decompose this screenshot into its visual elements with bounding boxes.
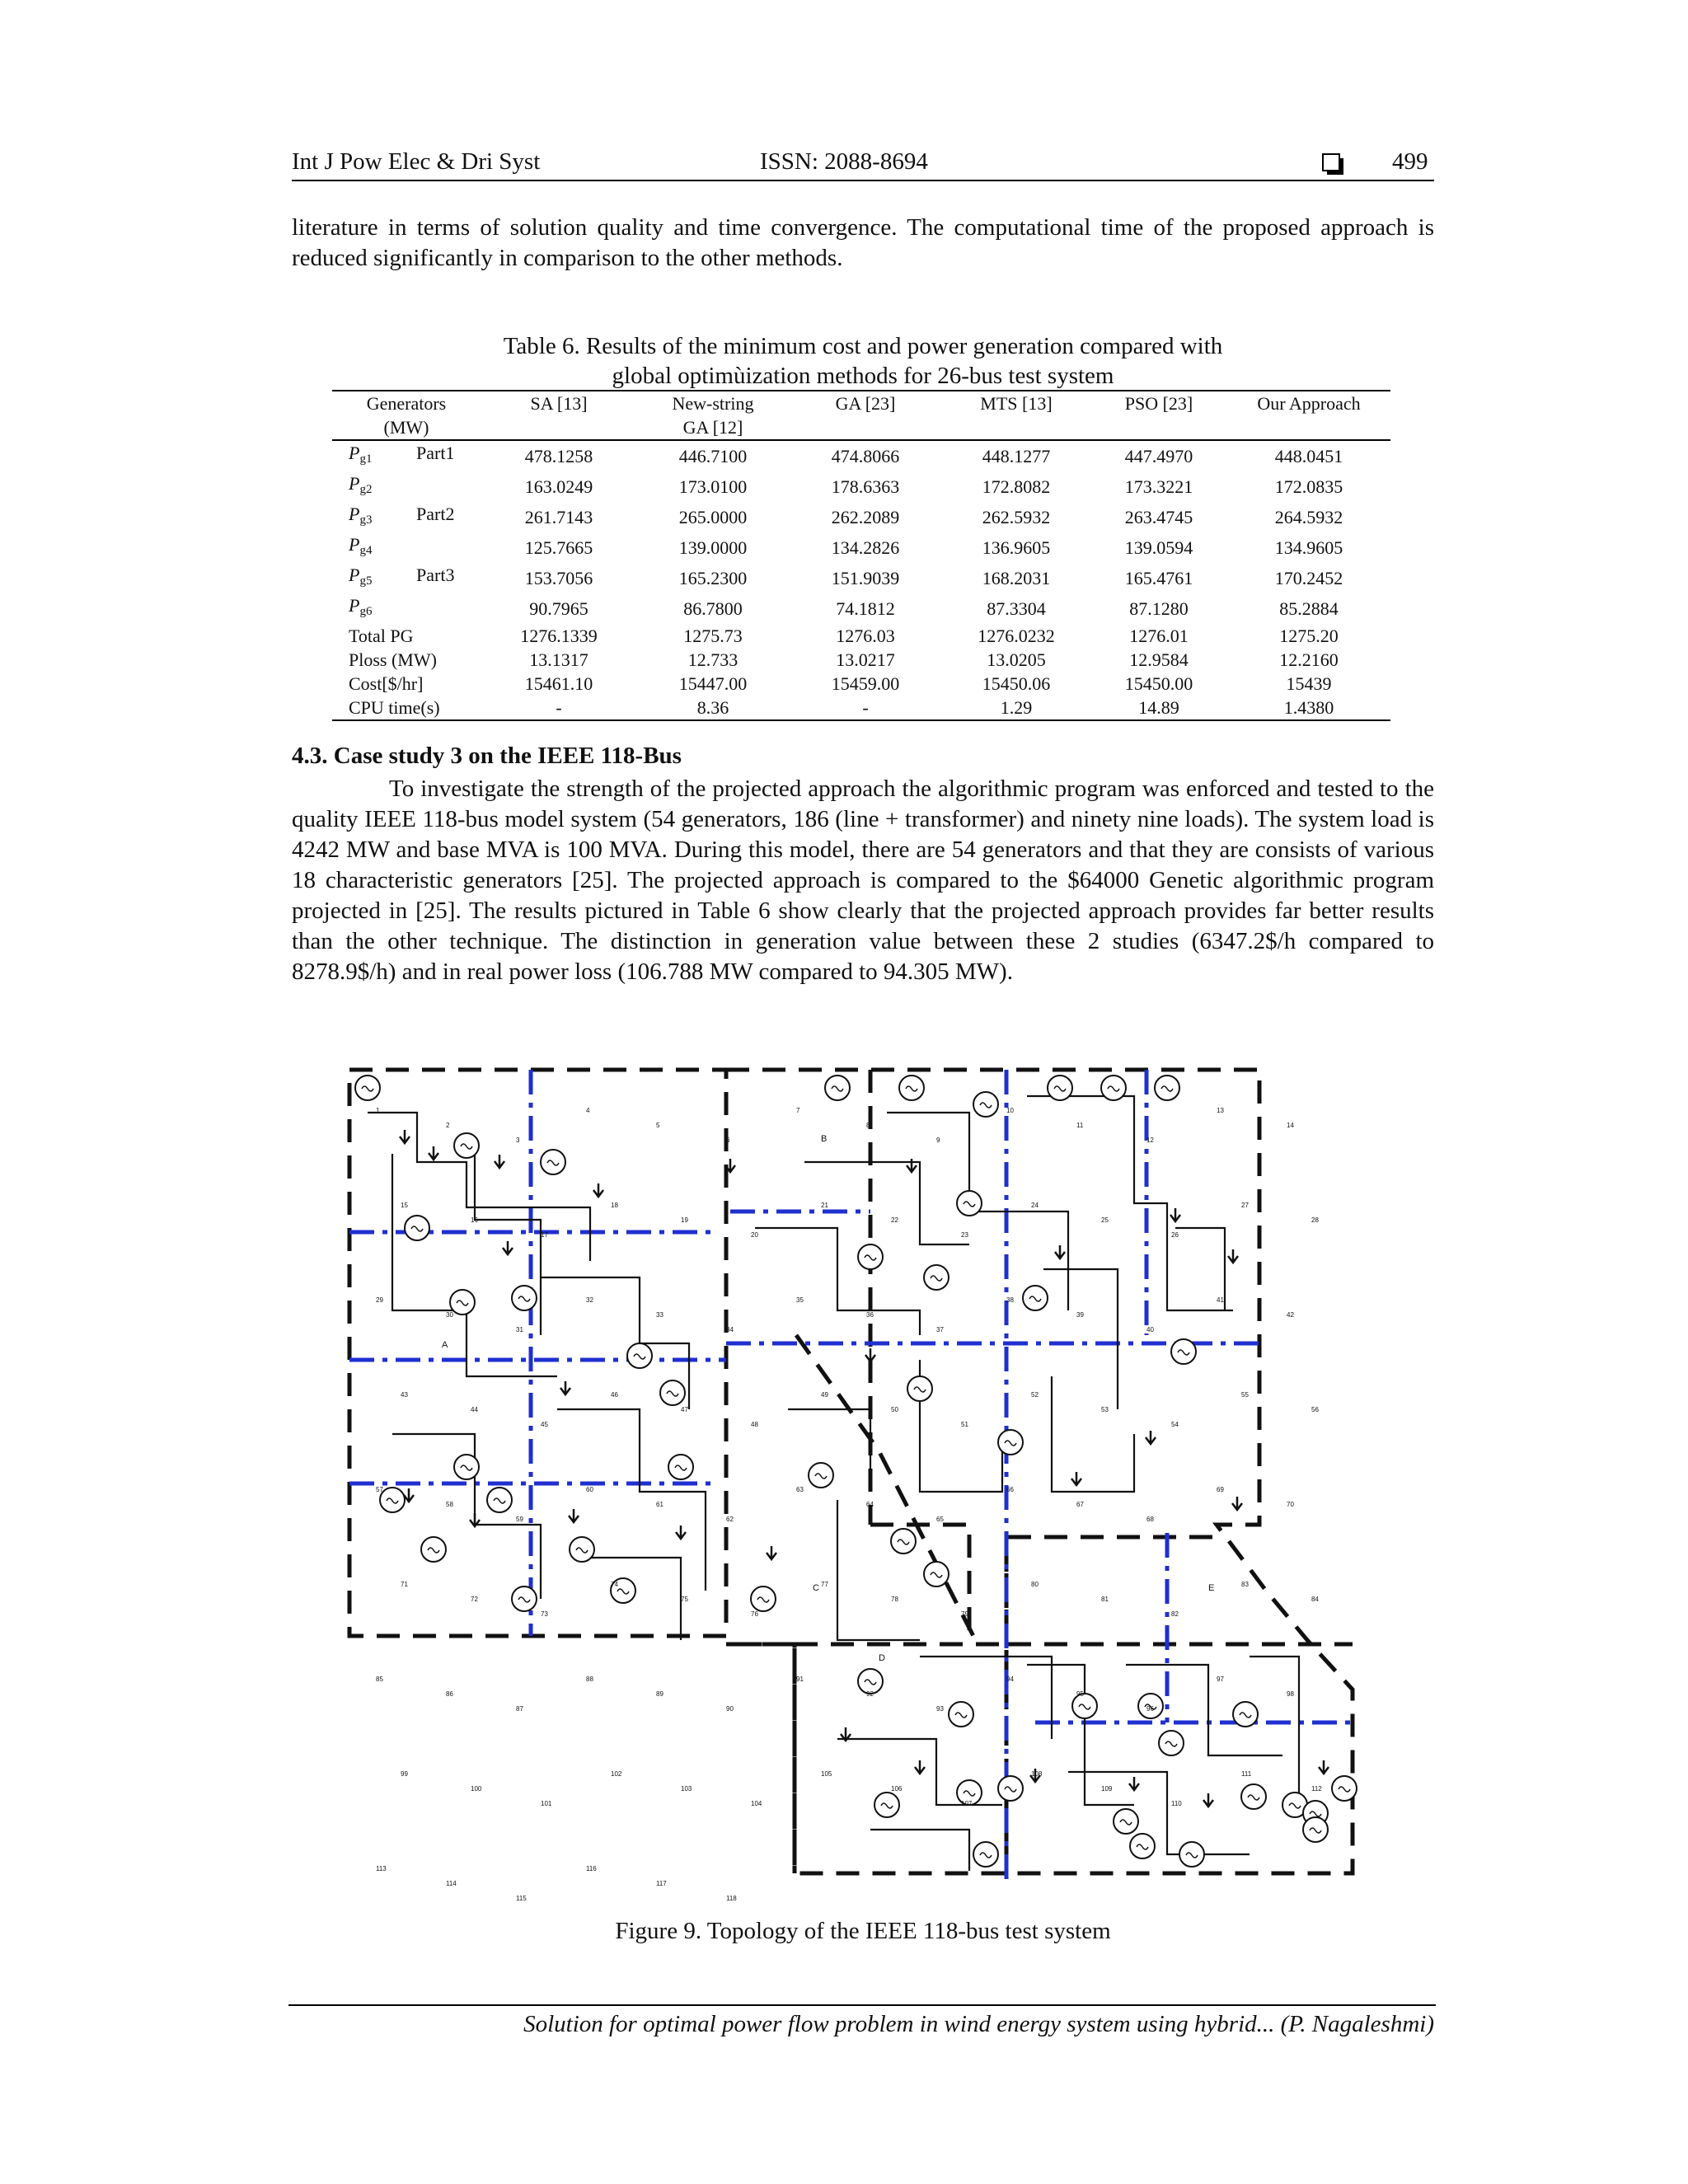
bus-label: 80: [1031, 1581, 1039, 1588]
table-row: [332, 563, 1390, 593]
bus-label: 111: [1241, 1770, 1252, 1778]
zone-label: D: [879, 1653, 885, 1663]
table-cell: 172.0835: [1274, 476, 1343, 497]
bus-label: 17: [541, 1231, 548, 1239]
bus-label: 15: [401, 1202, 408, 1209]
bus-label: 101: [541, 1800, 552, 1807]
table-header-cell: MTS [13]: [942, 391, 1090, 415]
table-cell: 15447.00: [678, 673, 748, 694]
bus-label: 95: [1076, 1690, 1084, 1698]
bus-label: 102: [611, 1770, 622, 1778]
table-row: [332, 502, 1390, 532]
load-arrow-icon: [1146, 1431, 1156, 1444]
bus-label: 94: [1006, 1675, 1014, 1683]
zone-label: B: [821, 1134, 828, 1144]
bus-label: 27: [1241, 1202, 1249, 1209]
transmission-line: [1027, 1096, 1233, 1310]
load-arrow-icon: [1228, 1249, 1238, 1263]
bus-label: 29: [376, 1296, 383, 1304]
table-cell: 8.36: [637, 696, 789, 720]
bus-label: 115: [516, 1895, 527, 1902]
results-table: [332, 390, 1390, 721]
bus-label: 83: [1241, 1581, 1249, 1588]
table-cell: 15450.06: [982, 673, 1051, 694]
table-cell: 87.1280: [1129, 598, 1189, 619]
table-cell: 165.2300: [678, 568, 748, 588]
bus-label: 84: [1311, 1596, 1319, 1603]
bus-label: 88: [586, 1675, 593, 1683]
load-arrow-icon: [593, 1183, 603, 1197]
table-cell: 13.0205: [987, 649, 1046, 670]
table-cell: 136.9605: [982, 537, 1051, 558]
transmission-line: [1052, 1376, 1134, 1492]
row-label-subscript: g6: [359, 605, 373, 618]
table-header-cell: GA [12]: [637, 415, 789, 440]
table-row: [332, 696, 1390, 720]
transmission-line: [1043, 1269, 1118, 1409]
table-cell: 12.733: [687, 649, 738, 670]
table-row: [332, 672, 1390, 696]
transmission-line: [368, 1113, 590, 1261]
bus-label: 96: [1146, 1705, 1154, 1713]
table-cell: 1276.01: [1129, 626, 1189, 646]
row-label-subscript: g4: [359, 544, 373, 557]
zone-boundary: [870, 1525, 969, 1640]
bus-label: 58: [446, 1501, 453, 1508]
transmission-line: [1250, 1657, 1299, 1805]
table-cell: 15461.10: [524, 673, 593, 694]
bus-label: 16: [471, 1216, 478, 1224]
table-cell: 261.7143: [524, 507, 593, 527]
bus-label: 77: [821, 1581, 828, 1588]
bus-label: 85: [376, 1675, 383, 1683]
bus-label: 92: [866, 1690, 874, 1698]
transmission-line: [804, 1162, 969, 1244]
load-arrow-icon: [503, 1241, 513, 1254]
table-cell: 1276.1339: [520, 626, 598, 646]
running-footer: Solution for optimal power flow problem in wind energy system using hybrid... (P. Nagaleshmi): [523, 2011, 1434, 2037]
bus-label: 44: [471, 1406, 478, 1413]
bus-label: 70: [1287, 1501, 1294, 1508]
table-row: [332, 624, 1390, 648]
row-label-text: Ploss (MW): [349, 649, 437, 670]
load-arrow-icon: [1170, 1208, 1180, 1221]
bus-label: 100: [471, 1785, 482, 1793]
bus-label: 31: [516, 1326, 523, 1333]
bus-label: 98: [1287, 1690, 1294, 1698]
load-arrow-icon: [1055, 1245, 1065, 1258]
bus-label: 52: [1031, 1391, 1039, 1399]
bus-label: 10: [1006, 1107, 1014, 1114]
bus-label: 19: [681, 1216, 688, 1224]
row-label-text: P: [349, 504, 360, 524]
table-header-cell: New-string: [637, 391, 789, 415]
bus-label: 105: [821, 1770, 832, 1778]
table-cell: 14.89: [1090, 696, 1227, 720]
bus-label: 1: [376, 1107, 380, 1114]
load-arrow-icon: [1071, 1472, 1081, 1485]
table-cell: -: [481, 696, 637, 720]
table-cell: 447.4970: [1124, 446, 1193, 466]
table-header-cell: [1227, 415, 1390, 440]
row-label: [332, 672, 481, 696]
row-label-text: P: [349, 473, 360, 494]
table-header-cell: [1090, 415, 1227, 440]
transmission-line: [557, 1409, 706, 1591]
bus-label: 64: [866, 1501, 874, 1508]
load-arrow-icon: [865, 1348, 875, 1361]
bus-label: 34: [726, 1326, 734, 1333]
table6-caption-line1: Table 6. Results of the minimum cost and power generation compared with: [503, 333, 1223, 359]
row-label-text: P: [349, 443, 360, 463]
load-arrow-icon: [767, 1546, 776, 1559]
bus-label: 35: [796, 1296, 804, 1304]
table-header-cell: [789, 415, 942, 440]
table-header-cell: [942, 415, 1090, 440]
table-header-cell: Generators: [332, 391, 481, 415]
bus-label: 107: [961, 1800, 973, 1807]
bus-label: 42: [1287, 1311, 1294, 1319]
table-cell: 90.7965: [529, 598, 588, 619]
table-cell: 15459.00: [831, 673, 900, 694]
row-label-text: P: [349, 595, 360, 616]
table-cell: -: [789, 696, 942, 720]
transmission-line: [837, 1500, 920, 1640]
figure9-caption: Figure 9. Topology of the IEEE 118-bus test system: [615, 1918, 1111, 1944]
bus-label: 104: [751, 1800, 762, 1807]
bus-label: 78: [891, 1596, 898, 1603]
row-label-text: CPU time(s): [349, 697, 440, 718]
bus-label: 60: [586, 1486, 593, 1493]
table-cell: 15450.00: [1124, 673, 1193, 694]
bus-label: 26: [1171, 1231, 1179, 1239]
bus-label: 13: [1217, 1107, 1224, 1114]
bus-label: 49: [821, 1391, 828, 1399]
bus-label: 65: [936, 1516, 944, 1523]
part-label: Part2: [416, 504, 455, 524]
row-label-text: Cost[$/hr]: [349, 673, 424, 694]
bus-label: 46: [611, 1391, 618, 1399]
bus-label: 8: [866, 1122, 870, 1129]
zone-label: E: [1208, 1583, 1215, 1593]
load-arrow-icon: [1129, 1777, 1139, 1790]
transmission-line: [920, 1657, 1052, 1739]
row-label: [332, 648, 481, 672]
table-cell: 478.1258: [524, 446, 593, 466]
bus-label: 86: [446, 1690, 453, 1698]
row-label-subscript: g1: [359, 452, 373, 466]
table-cell: 1.4380: [1227, 696, 1390, 720]
table-cell: 153.7056: [524, 568, 593, 588]
table-cell: 139.0594: [1124, 537, 1193, 558]
load-arrow-icon: [429, 1146, 438, 1160]
load-arrow-icon: [1203, 1793, 1213, 1807]
bus-label: 109: [1101, 1785, 1113, 1793]
bus-label: 36: [866, 1311, 874, 1319]
bus-label: 63: [796, 1486, 804, 1493]
bus-label: 23: [961, 1231, 968, 1239]
bus-label: 114: [446, 1880, 457, 1887]
bus-label: 103: [681, 1785, 692, 1793]
bus-label: 57: [376, 1486, 383, 1493]
bus-label: 37: [936, 1326, 944, 1333]
table-cell: 178.6363: [831, 476, 900, 497]
table-cell: 264.5932: [1274, 507, 1343, 527]
bus-label: 79: [961, 1610, 968, 1618]
table-cell: 448.1277: [982, 446, 1051, 466]
bus-label: 61: [656, 1501, 663, 1508]
bus-label: 106: [891, 1785, 903, 1793]
transmission-line: [1068, 1772, 1250, 1854]
load-arrow-icon: [495, 1155, 504, 1168]
table-row: [332, 593, 1390, 624]
bus-label: 71: [401, 1581, 408, 1588]
bus-label: 117: [656, 1880, 667, 1887]
intro-paragraph: literature in terms of solution quality and time convergence. The computational time of the proposed approach is reduced significantly in comparison to the other methods.: [292, 214, 1434, 271]
transmission-line: [1027, 1665, 1134, 1805]
page-number: 499: [1392, 148, 1428, 175]
row-label: [332, 624, 481, 648]
bus-label: 59: [516, 1516, 523, 1523]
bus-label: 20: [751, 1231, 758, 1239]
section-heading: 4.3. Case study 3 on the IEEE 118-Bus: [292, 743, 682, 769]
bus-label: 38: [1006, 1296, 1014, 1304]
journal-name: Int J Pow Elec & Dri Syst: [292, 148, 541, 175]
bus-label: 69: [1217, 1486, 1224, 1493]
row-label-text: Total PG: [349, 626, 414, 646]
bus-label: 50: [891, 1406, 898, 1413]
bus-label: 12: [1146, 1137, 1154, 1144]
bus-label: 7: [796, 1107, 800, 1114]
bus-label: 72: [471, 1596, 478, 1603]
table-cell: 1.29: [942, 696, 1090, 720]
issn: ISSN: 2088-8694: [760, 148, 928, 175]
bus-label: 40: [1146, 1326, 1154, 1333]
bus-label: 28: [1311, 1216, 1319, 1224]
bus-label: 99: [401, 1770, 408, 1778]
table-cell: 262.5932: [982, 507, 1051, 527]
bus-label: 116: [586, 1865, 597, 1872]
zone-boundary: [726, 1644, 795, 1873]
bus-label: 97: [1217, 1675, 1224, 1683]
bus-label: 5: [656, 1122, 660, 1129]
row-label: [332, 563, 481, 593]
bus-label: 112: [1311, 1785, 1322, 1793]
table-cell: 1276.03: [836, 626, 895, 646]
table-row: [332, 471, 1390, 502]
table-cell: 13.1317: [529, 649, 588, 670]
bus-label: 39: [1076, 1311, 1084, 1319]
table-cell: 165.4761: [1124, 568, 1193, 588]
table-header-cell: Our Approach: [1227, 391, 1390, 415]
zone-boundary: [1006, 1537, 1217, 1644]
bus-label: 2: [446, 1122, 450, 1129]
bus-label: 47: [681, 1406, 688, 1413]
load-arrow-icon: [1319, 1760, 1329, 1774]
bus-label: 93: [936, 1705, 944, 1713]
transmission-line: [755, 1228, 920, 1335]
bus-label: 45: [541, 1421, 548, 1428]
footer-rule: [288, 2004, 1436, 2006]
bus-label: 4: [586, 1107, 590, 1114]
section-body: To investigate the strength of the projected approach the algorithmic program was enforced and tested to the quality IEEE 118-bus model system (54 generators, 186 (line + transformer) and ninety nine loads). The system load is 4242 MW and base MVA is 100 MVA. During this model, there are 54 generators and that they are consists of various 18 characteristic generators [25]. The projected approach is compared to the $64000 Genetic algorithmic program projected in [25]. The results pictured in Table 6 show clearly that the projected approach provides far better results than the other technique. The distinction in generation value between these 2 studies (6347.2$/h compared to 8278.9$/h) and in real power loss (106.788 MW compared to 94.305 MW).: [292, 776, 1434, 985]
bus-label: 30: [446, 1311, 453, 1319]
zone-label: C: [813, 1583, 819, 1593]
bus-label: 73: [541, 1610, 548, 1618]
table-cell: 15439: [1286, 673, 1332, 694]
bus-label: 55: [1241, 1391, 1249, 1399]
zone-boundary: [795, 1644, 1006, 1873]
load-arrow-icon: [915, 1760, 925, 1774]
bus-label: 32: [586, 1296, 593, 1304]
table-cell: 134.9605: [1274, 537, 1343, 558]
bus-label: 54: [1171, 1421, 1179, 1428]
load-arrow-icon: [907, 1159, 917, 1172]
table-cell: 87.3304: [987, 598, 1046, 619]
bus-label: 9: [936, 1137, 940, 1144]
table-row: [332, 648, 1390, 672]
table-header-cell: [481, 415, 637, 440]
table-header-cell: GA [23]: [789, 391, 942, 415]
table-header-cell: (MW): [332, 415, 481, 440]
row-label: [332, 696, 481, 720]
table-cell: 1275.20: [1279, 626, 1339, 646]
load-arrow-icon: [569, 1509, 579, 1522]
bus-label: 118: [726, 1895, 737, 1902]
table-cell: 151.9039: [831, 568, 900, 588]
table-cell: 168.2031: [982, 568, 1051, 588]
row-label-subscript: g3: [359, 513, 373, 527]
bus-label: 81: [1101, 1596, 1109, 1603]
table-cell: 262.2089: [831, 507, 900, 527]
table-cell: 85.2884: [1279, 598, 1339, 619]
zone-boundary: [796, 1335, 978, 1644]
table-cell: 12.9584: [1129, 649, 1189, 670]
bus-label: 22: [891, 1216, 898, 1224]
bus-label: 43: [401, 1391, 408, 1399]
zone-boundary: [1006, 1537, 1353, 1644]
table-cell: 86.7800: [683, 598, 743, 619]
bus-label: 75: [681, 1596, 688, 1603]
table-cell: 170.2452: [1274, 568, 1343, 588]
load-arrow-icon: [1232, 1497, 1242, 1510]
row-label: [332, 593, 481, 624]
table-cell: 446.7100: [678, 446, 748, 466]
bus-label: 66: [1006, 1486, 1014, 1493]
table-header-cell: SA [13]: [481, 391, 637, 415]
row-label: [332, 532, 481, 563]
bus-label: 56: [1311, 1406, 1319, 1413]
bus-label: 82: [1171, 1610, 1179, 1618]
row-label-text: P: [349, 565, 360, 585]
table-row: [332, 532, 1390, 563]
table-cell: 134.2826: [831, 537, 900, 558]
table-cell: 173.0100: [678, 476, 748, 497]
part-label: Part3: [416, 565, 455, 585]
bus-label: 11: [1076, 1122, 1084, 1129]
table-cell: 139.0000: [678, 537, 748, 558]
part-label: Part1: [416, 443, 455, 463]
table-row: [332, 440, 1390, 471]
bus-label: 53: [1101, 1406, 1109, 1413]
bus-label: 3: [516, 1137, 520, 1144]
table-cell: 474.8066: [831, 446, 900, 466]
zone-label: A: [442, 1340, 448, 1350]
table-cell: 448.0451: [1274, 446, 1343, 466]
transmission-line: [870, 1830, 969, 1871]
bus-label: 6: [726, 1137, 730, 1144]
running-header: [292, 147, 1434, 181]
bus-label: 48: [751, 1421, 758, 1428]
table-cell: 125.7665: [524, 537, 593, 558]
table-cell: 265.0000: [678, 507, 748, 527]
transmission-line: [590, 1558, 681, 1640]
load-arrow-icon: [676, 1526, 686, 1539]
zone-boundary: [349, 1070, 726, 1636]
bus-label: 76: [751, 1610, 758, 1618]
table-cell: 1275.73: [683, 626, 743, 646]
bus-label: 113: [376, 1865, 387, 1872]
table6-caption-line2: global optimùization methods for 26-bus test system: [612, 363, 1114, 389]
bus-label: 62: [726, 1516, 734, 1523]
load-arrow-icon: [400, 1130, 410, 1143]
bus-label: 87: [516, 1705, 523, 1713]
row-label-subscript: g5: [359, 574, 373, 588]
row-label: [332, 440, 481, 471]
table-cell: 263.4745: [1124, 507, 1193, 527]
table-cell: 172.8082: [982, 476, 1051, 497]
bus-label: 41: [1217, 1296, 1224, 1304]
bus-label: 90: [726, 1705, 734, 1713]
bus-label: 110: [1171, 1800, 1182, 1807]
bus-label: 21: [821, 1202, 828, 1209]
table-cell: 163.0249: [524, 476, 593, 497]
load-arrow-icon: [560, 1381, 570, 1394]
row-label: [332, 471, 481, 502]
bus-label: 91: [796, 1675, 804, 1683]
table-cell: 74.1812: [836, 598, 895, 619]
table6-caption: [292, 331, 1434, 391]
table-header-cell: PSO [23]: [1090, 391, 1227, 415]
row-label-subscript: g2: [359, 483, 373, 496]
ieee118-topology-diagram: [343, 1063, 1363, 1902]
bus-label: 68: [1146, 1516, 1154, 1523]
bus-label: 67: [1076, 1501, 1084, 1508]
row-label-text: P: [349, 534, 360, 555]
bus-label: 74: [611, 1581, 618, 1588]
table-cell: 173.3221: [1124, 476, 1193, 497]
bus-label: 89: [656, 1690, 663, 1698]
table-cell: 13.0217: [836, 649, 895, 670]
bus-label: 18: [611, 1202, 618, 1209]
bus-label: 108: [1031, 1770, 1043, 1778]
bus-label: 14: [1287, 1122, 1294, 1129]
bus-label: 24: [1031, 1202, 1039, 1209]
row-label: [332, 502, 481, 532]
table-cell: 12.2160: [1279, 649, 1339, 670]
bus-label: 33: [656, 1311, 663, 1319]
bus-label: 25: [1101, 1216, 1109, 1224]
table-cell: 1276.0232: [978, 626, 1055, 646]
bus-label: 51: [961, 1421, 968, 1428]
page-box-icon: [1322, 153, 1340, 171]
